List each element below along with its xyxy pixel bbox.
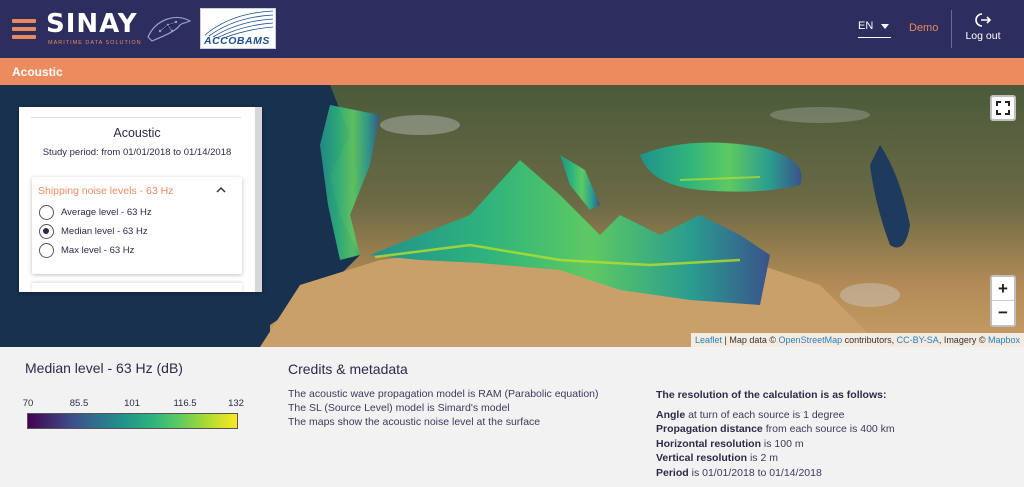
layer-group-card [32, 177, 242, 274]
resolution-item: Angle at turn of each source is 1 degree [656, 408, 845, 421]
resolution-item: Horizontal resolution is 100 m [656, 437, 804, 450]
section-title: Acoustic [12, 65, 63, 79]
legend-ticks [18, 398, 248, 410]
sinay-logo[interactable] [46, 9, 196, 47]
credits-text [288, 387, 599, 429]
attribution-text-3: , Imagery © [938, 335, 988, 345]
zoom-control [990, 275, 1016, 327]
top-navigation-bar [0, 0, 1024, 58]
chevron-up-icon[interactable] [216, 185, 226, 195]
zoom-out-button[interactable]: − [998, 303, 1008, 322]
logout-label: Log out [965, 30, 1001, 42]
resolution-heading: The resolution of the calculation is as follows: [656, 389, 887, 401]
credits-line: The acoustic wave propagation model is RAM (Parabolic equation) [288, 388, 599, 400]
accobams-logo[interactable] [200, 8, 276, 49]
logo-text: SINAY [46, 9, 138, 39]
radio-label: Max level - 63 Hz [61, 245, 135, 256]
caret-down-icon [881, 24, 889, 29]
zoom-in-button[interactable]: + [992, 277, 1014, 301]
radio-option-average[interactable] [39, 205, 229, 221]
layer-panel [19, 107, 262, 292]
credits-line: The maps show the acoustic noise level at the surface [288, 416, 541, 428]
logout-button[interactable] [962, 12, 1004, 46]
panel-divider [31, 117, 241, 118]
radio-option-max[interactable] [39, 243, 229, 259]
section-bar [0, 58, 1024, 85]
language-select[interactable] [858, 20, 891, 38]
study-period: Study period: from 01/01/2018 to 01/14/2018 [42, 147, 232, 158]
resolution-item: Vertical resolution is 2 m [656, 452, 778, 464]
resolution-info [656, 388, 895, 480]
layer-group-title[interactable]: Shipping noise levels - 63 Hz [38, 185, 174, 197]
legend-tick: 85.5 [69, 398, 89, 409]
leaflet-link[interactable]: Leaflet [695, 335, 723, 345]
dolphin-icon [146, 11, 194, 45]
map-attribution [691, 333, 1024, 347]
logout-icon [974, 12, 992, 28]
mapbox-link[interactable]: Mapbox [987, 335, 1020, 345]
radio-option-median[interactable] [39, 224, 229, 240]
header-divider [951, 10, 952, 48]
radio-button-selected[interactable] [39, 224, 54, 239]
attribution-text-2: contributors, [842, 335, 897, 345]
demo-link[interactable]: Demo [909, 22, 939, 34]
legend-tick: 132 [228, 398, 244, 409]
radio-label: Median level - 63 Hz [61, 226, 148, 237]
menu-icon[interactable] [12, 19, 36, 39]
openstreetmap-link[interactable]: OpenStreetMap [778, 335, 843, 345]
legend-tick: 70 [22, 398, 34, 409]
legend-colorbar [27, 413, 238, 429]
radio-button[interactable] [39, 205, 54, 220]
logo-tagline: MARITIME DATA SOLUTION [48, 40, 142, 46]
legend-tick: 101 [124, 398, 140, 409]
resolution-item: Period is 01/01/2018 to 01/14/2018 [656, 466, 822, 479]
next-layer-card[interactable] [32, 283, 242, 292]
credits-title: Credits & metadata [288, 361, 408, 377]
language-value: EN [858, 20, 874, 32]
partner-logo-text: ACCOBAMS [204, 35, 270, 47]
panel-title: Acoustic [113, 126, 161, 140]
attribution-text-1: | Map data © [722, 335, 779, 345]
fullscreen-icon [992, 97, 1014, 119]
radio-label: Average level - 63 Hz [61, 207, 152, 218]
resolution-item: Propagation distance from each source is 400 km [656, 423, 895, 435]
legend-title: Median level - 63 Hz (dB) [25, 360, 183, 376]
legend-tick: 116.5 [173, 398, 197, 409]
fullscreen-button[interactable] [990, 95, 1016, 121]
license-link[interactable]: CC-BY-SA [896, 335, 939, 345]
credits-line: The SL (Source Level) model is Simard's model [288, 402, 510, 414]
radio-button[interactable] [39, 243, 54, 258]
